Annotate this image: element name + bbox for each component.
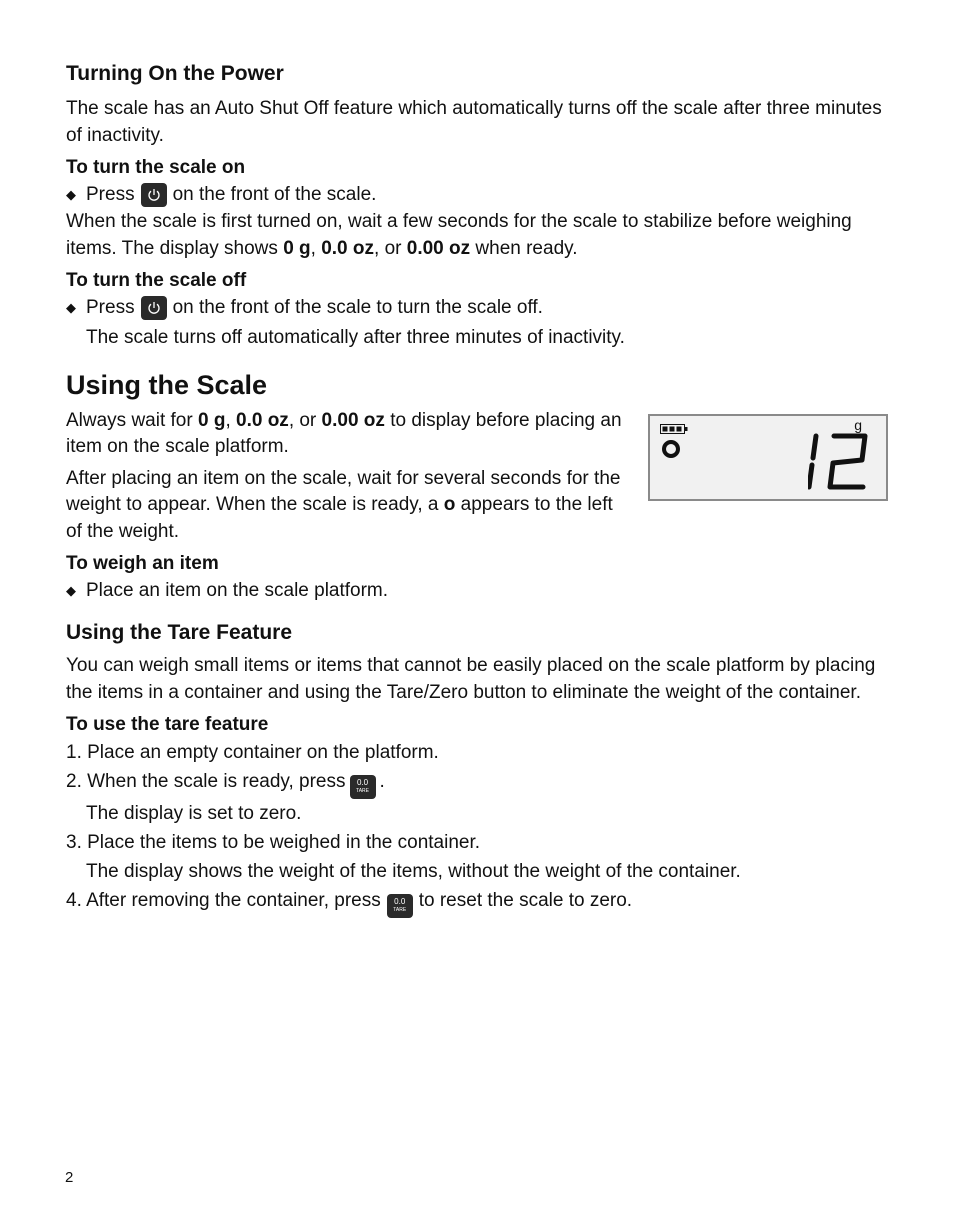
turn-on-description: When the scale is first turned on, wait a few seconds for the scale to stabilize before weighing items. The display shows 0 g, 0.0 oz, or 0.00 oz when ready. (66, 211, 852, 259)
power-button-icon (141, 296, 167, 320)
power-section-title: Turning On the Power (66, 62, 284, 85)
scale-display-illustration (648, 414, 888, 501)
diamond-bullet-icon: ◆ (66, 583, 76, 598)
tare-step-3: 3. Place the items to be weighed in the container. (66, 832, 481, 853)
turn-off-heading: To turn the scale off (66, 270, 247, 291)
manual-page (66, 60, 888, 918)
turn-on-press-label: Press (86, 184, 135, 205)
stable-indicator-icon (660, 438, 682, 460)
turn-on-location: on the front of the scale. (172, 184, 377, 205)
turn-on-heading: To turn the scale on (66, 157, 246, 178)
tare-step-2: 2. When the scale is ready, press 0.0 TARE . (66, 767, 888, 799)
tare-use-heading: To use the tare feature (66, 714, 269, 735)
power-button-icon (141, 183, 167, 207)
weigh-heading: To weigh an item (66, 553, 219, 574)
tare-step-2-note: The display is set to zero. (86, 803, 302, 824)
tare-step-4: 4. After removing the container, press 0.0 TARE to reset the scale to zero. (66, 886, 888, 918)
weigh-step-text: Place an item on the scale platform. (86, 580, 389, 601)
tare-button-icon: 0.0 TARE (387, 894, 413, 918)
diamond-bullet-icon: ◆ (66, 300, 76, 315)
power-intro: The scale has an Auto Shut Off feature which automatically turns off the scale after three minutes of inactivity. (66, 98, 882, 146)
turn-off-note: The scale turns off automatically after three minutes of inactivity. (86, 327, 625, 348)
using-paragraph-1: Always wait for 0 g, 0.0 oz, or 0.00 oz to display before placing an item on the scale platform. (66, 409, 622, 457)
battery-icon (660, 424, 688, 434)
turn-off-press-label: Press (86, 297, 135, 318)
using-section-title: Using the Scale (66, 369, 268, 400)
display-unit: g (854, 416, 862, 433)
page-number: 2 (65, 1169, 74, 1186)
weigh-step (66, 577, 888, 605)
tare-intro: You can weigh small items or items that cannot be easily placed on the scale platform by placing the items in a container and using the Tare/Zero button to eliminate the weight of the container. (66, 655, 876, 703)
tare-step-1: 1. Place an empty container on the platform. (66, 742, 439, 763)
tare-section-title: Using the Tare Feature (66, 621, 292, 644)
tare-button-icon: 0.0 TARE (350, 775, 376, 799)
turn-off-step (66, 294, 888, 322)
diamond-bullet-icon: ◆ (66, 187, 76, 202)
tare-steps (66, 738, 888, 918)
display-reading (808, 432, 878, 492)
using-paragraph-2: After placing an item on the scale, wait for several seconds for the weight to appear. When the scale is ready, a o appears to the left of the weight. (66, 467, 621, 542)
turn-on-step (66, 181, 888, 209)
using-row (66, 408, 888, 546)
using-text (66, 408, 631, 546)
turn-off-location: on the front of the scale to turn the scale off. (172, 297, 543, 318)
tare-step-3-note: The display shows the weight of the items, without the weight of the container. (86, 861, 741, 882)
